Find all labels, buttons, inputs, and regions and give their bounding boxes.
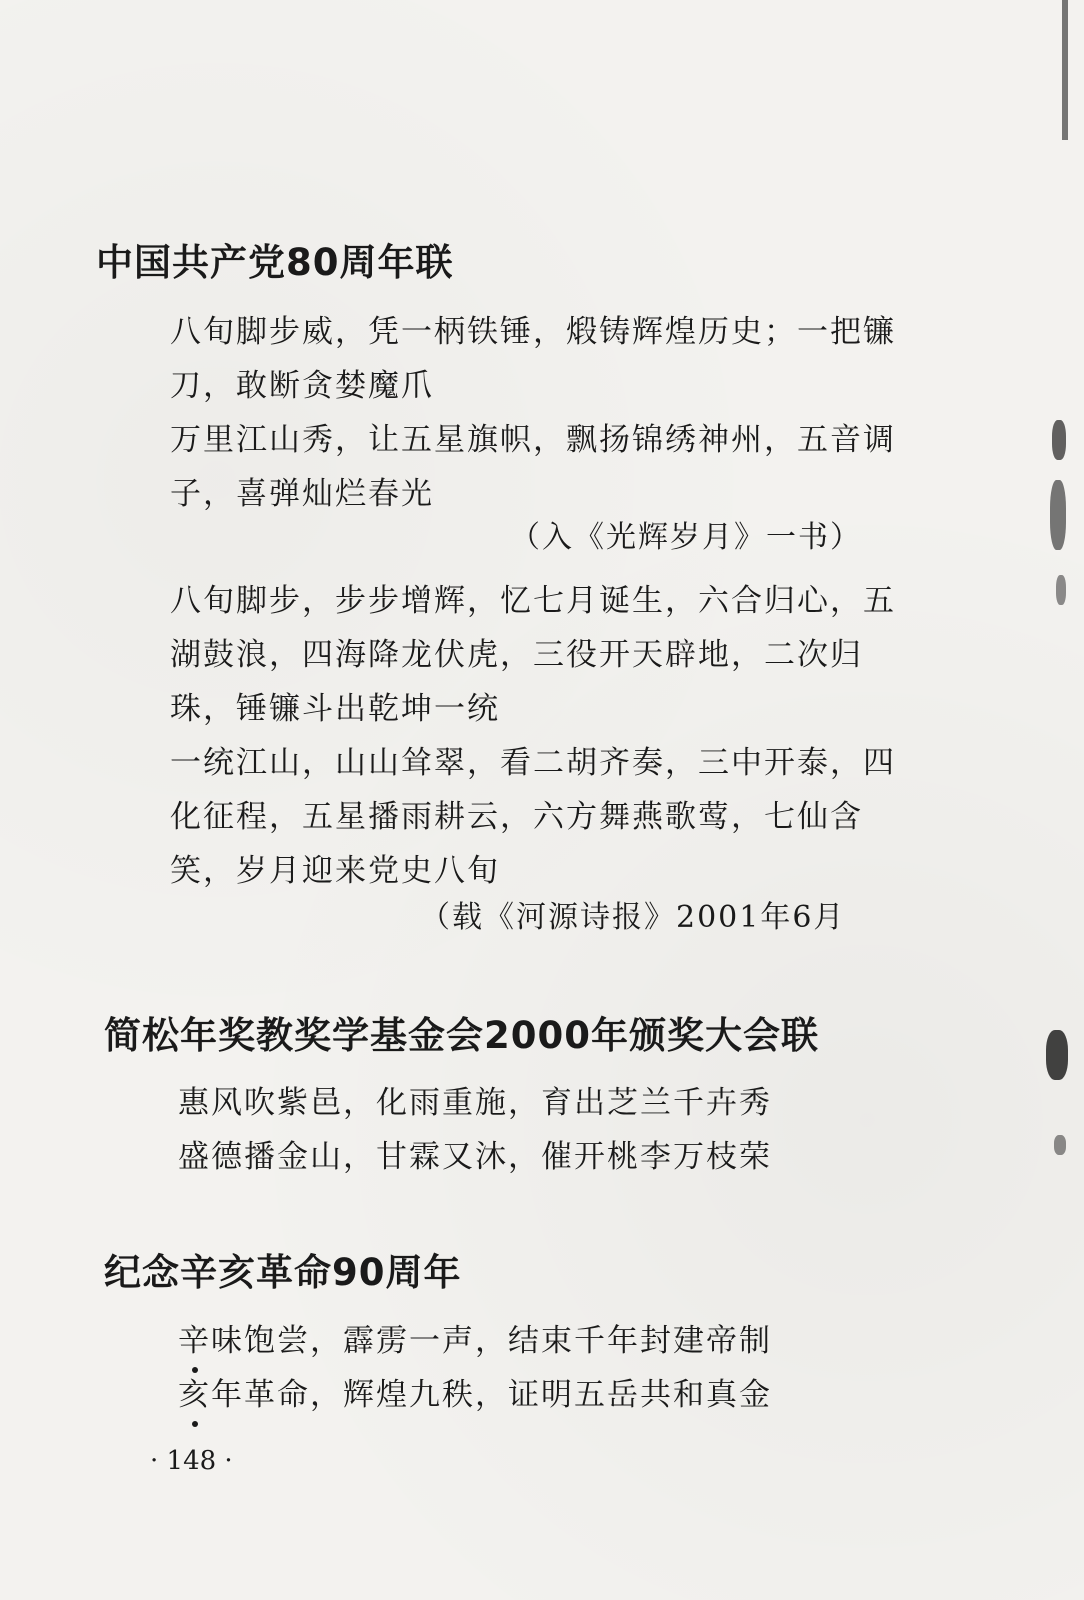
couplet-line: 八旬脚步威，凭一柄铁锤，煅铸辉煌历史；一把镰 bbox=[170, 314, 896, 350]
scan-artifact bbox=[1050, 480, 1066, 550]
scan-artifact bbox=[1052, 420, 1066, 460]
scan-artifact bbox=[1046, 1030, 1068, 1080]
emphasis-dot bbox=[192, 1367, 198, 1373]
couplet-block-3 bbox=[178, 1076, 772, 1184]
couplet-block-4 bbox=[178, 1314, 772, 1422]
couplet-line: 八旬脚步，步步增辉，忆七月诞生，六合归心，五 bbox=[170, 583, 896, 619]
marked-character bbox=[178, 1377, 211, 1413]
couplet-line-rest: 味饱尝，霹雳一声，结束千年封建帝制 bbox=[211, 1323, 772, 1359]
page-number: · 148 · bbox=[150, 1446, 233, 1476]
section-title-xinhai-90: 纪念辛亥革命90周年 bbox=[104, 1251, 462, 1294]
couplet-block-2 bbox=[170, 574, 896, 898]
emphasis-dot bbox=[192, 1421, 198, 1427]
marked-character-text: 亥 bbox=[178, 1377, 211, 1413]
couplet-line bbox=[178, 1314, 772, 1368]
scan-artifact bbox=[1062, 0, 1068, 140]
couplet-line: 惠风吹紫邑，化雨重施，育出芝兰千卉秀 bbox=[178, 1085, 772, 1121]
couplet-line: 化征程，五星播雨耕云，六方舞燕歌莺，七仙含 bbox=[170, 799, 863, 835]
couplet-line: 珠，锤镰斗出乾坤一统 bbox=[170, 691, 500, 727]
source-note: （载《河源诗报》2001年6月 bbox=[420, 900, 846, 935]
couplet-block-1 bbox=[170, 305, 896, 521]
couplet-line: 万里江山秀，让五星旗帜，飘扬锦绣神州，五音调 bbox=[170, 422, 896, 458]
couplet-line: 一统江山，山山耸翠，看二胡齐奏，三中开泰，四 bbox=[170, 745, 896, 781]
section-title-award-ceremony: 简松年奖教奖学基金会2000年颁奖大会联 bbox=[104, 1014, 819, 1057]
section-title-cpc-80: 中国共产党80周年联 bbox=[96, 241, 454, 284]
couplet-line: 子，喜弹灿烂春光 bbox=[170, 476, 434, 512]
scan-artifact bbox=[1056, 575, 1066, 605]
couplet-line bbox=[178, 1368, 772, 1422]
couplet-line-rest: 年革命，辉煌九秩，证明五岳共和真金 bbox=[211, 1377, 772, 1413]
couplet-line: 湖鼓浪，四海降龙伏虎，三役开天辟地，二次归 bbox=[170, 637, 863, 673]
couplet-line: 刀，敢断贪婪魔爪 bbox=[170, 368, 434, 404]
scan-artifact bbox=[1054, 1135, 1066, 1155]
couplet-line: 盛德播金山，甘霖又沐，催开桃李万枝荣 bbox=[178, 1139, 772, 1175]
couplet-line: 笑，岁月迎来党史八旬 bbox=[170, 853, 500, 889]
marked-character bbox=[178, 1323, 211, 1359]
source-note: （入《光辉岁月》一书） bbox=[510, 520, 862, 555]
marked-character-text: 辛 bbox=[178, 1323, 211, 1359]
